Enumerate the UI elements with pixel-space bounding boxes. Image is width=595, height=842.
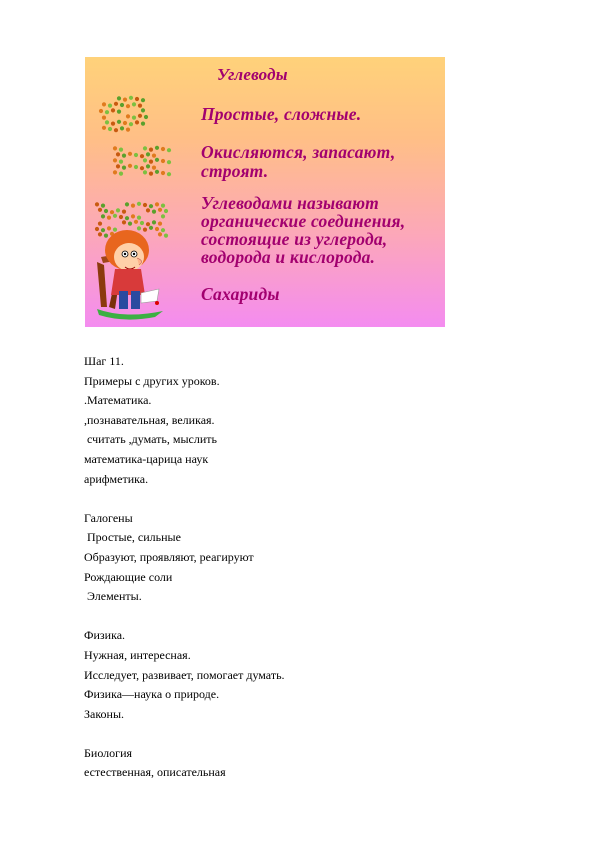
slide-image — [85, 57, 445, 327]
dot — [152, 166, 156, 170]
dot — [161, 228, 165, 232]
dot — [108, 104, 112, 108]
dot — [152, 210, 156, 214]
dot — [149, 172, 153, 176]
dot — [134, 220, 138, 224]
dot — [144, 115, 148, 119]
blank-line — [84, 724, 504, 744]
dot — [128, 152, 132, 156]
dot — [114, 102, 118, 106]
dot — [125, 216, 129, 220]
dot — [146, 222, 150, 226]
dot — [128, 164, 132, 168]
dot — [132, 116, 136, 120]
dot — [129, 96, 133, 100]
dots-cluster — [95, 96, 171, 239]
dot — [119, 172, 123, 176]
dot — [122, 210, 126, 214]
dot — [137, 226, 141, 230]
dot — [113, 158, 117, 162]
text-line: Простые, сильные — [84, 530, 181, 545]
dot — [149, 160, 153, 164]
dot — [138, 114, 142, 118]
dot — [98, 232, 102, 236]
dot — [111, 108, 115, 112]
text-line: Элементы. — [84, 589, 142, 604]
dot — [122, 166, 126, 170]
dot — [116, 164, 120, 168]
slide-line: Окисляются, запасают, — [201, 142, 396, 162]
dot — [107, 216, 111, 220]
text-line: .Математика. — [84, 393, 152, 408]
dot — [119, 148, 123, 152]
text-line: Нужная, интересная. — [84, 647, 191, 662]
dot — [146, 164, 150, 168]
document-body — [84, 352, 504, 783]
dot — [116, 152, 120, 156]
dot — [102, 126, 106, 130]
dot — [107, 226, 111, 230]
dot — [126, 114, 130, 118]
dot — [132, 102, 136, 106]
text-line: математика-царица наук — [84, 451, 209, 466]
dot — [161, 171, 165, 175]
dot — [117, 110, 121, 114]
text-line: считать ,думать, мыслить — [84, 432, 217, 447]
dot — [123, 98, 127, 102]
slide-line: строят. — [201, 161, 269, 181]
dot — [167, 148, 171, 152]
dot — [149, 204, 153, 208]
dot — [143, 203, 147, 207]
dot — [161, 214, 165, 218]
slide-line: Углеводами называют — [201, 193, 379, 213]
text-line: Биология — [84, 745, 133, 760]
dot — [101, 204, 105, 208]
dot — [135, 120, 139, 124]
dot — [164, 234, 168, 238]
dot — [158, 222, 162, 226]
slide-line: органические соединения, — [201, 211, 406, 231]
text-line: Физика—наука о природе. — [84, 687, 220, 702]
dot — [137, 202, 141, 206]
dot — [113, 228, 117, 232]
dot — [149, 226, 153, 230]
dot — [114, 128, 118, 132]
dot — [99, 109, 103, 113]
blank-line — [84, 489, 504, 509]
dot — [120, 103, 124, 107]
dot — [119, 215, 123, 219]
blank-line — [84, 607, 504, 627]
dot — [95, 202, 99, 206]
dot — [152, 220, 156, 224]
dot — [113, 146, 117, 150]
dot — [141, 98, 145, 102]
dot — [101, 228, 105, 232]
slide-line: водорода и кислорода. — [201, 247, 376, 267]
text-line: естественная, описательная — [84, 765, 226, 780]
dot — [134, 165, 138, 169]
dot — [138, 104, 142, 108]
text-line: Шаг 11. — [84, 354, 124, 368]
dot — [131, 204, 135, 208]
dot — [117, 120, 121, 124]
dot — [167, 172, 171, 176]
text-line: ,познавательная, великая. — [84, 412, 215, 427]
dot — [155, 146, 159, 150]
dot — [134, 153, 138, 157]
dot — [122, 154, 126, 158]
dot — [105, 120, 109, 124]
dot — [98, 208, 102, 212]
dot — [102, 102, 106, 106]
dot — [143, 146, 147, 150]
boy-illustration — [85, 57, 205, 327]
text-line: арифметика. — [84, 471, 149, 486]
slide-title: Углеводы — [217, 65, 288, 84]
dot — [126, 128, 130, 132]
dot — [113, 170, 117, 174]
dot — [113, 214, 117, 218]
dot — [122, 220, 126, 224]
dot — [152, 154, 156, 158]
dot — [141, 108, 145, 112]
dot — [140, 221, 144, 225]
text-line: Примеры с других уроков. — [84, 373, 220, 388]
dot — [95, 227, 99, 231]
dot — [155, 202, 159, 206]
dot — [140, 166, 144, 170]
dot — [104, 234, 108, 238]
dot — [126, 104, 130, 108]
dot — [140, 154, 144, 158]
dot — [141, 122, 145, 126]
slide-line: состоящие из углерода, — [201, 229, 388, 249]
text-line: Рождающие соли — [84, 569, 173, 584]
text-line: Исследует, развивает, помогает думать. — [84, 667, 285, 682]
text-line: Законы. — [84, 706, 125, 721]
dot — [101, 214, 105, 218]
dot — [123, 121, 127, 125]
dot — [129, 122, 133, 126]
text-line: Образуют, проявляют, реагируют — [84, 549, 254, 564]
dot — [117, 96, 121, 100]
dot — [143, 158, 147, 162]
dot — [161, 204, 165, 208]
dot — [143, 170, 147, 174]
dot — [146, 208, 150, 212]
dot — [161, 147, 165, 151]
dot — [164, 209, 168, 213]
dot — [98, 222, 102, 226]
dot — [158, 232, 162, 236]
dot — [108, 127, 112, 131]
dot — [110, 210, 114, 214]
text-line: Физика. — [84, 628, 126, 643]
dot — [155, 158, 159, 162]
dot — [149, 148, 153, 152]
dot — [119, 160, 123, 164]
dot — [158, 208, 162, 212]
dot — [155, 227, 159, 231]
dot — [116, 208, 120, 212]
dot — [120, 126, 124, 130]
dot — [104, 209, 108, 213]
dot — [143, 228, 147, 232]
dot — [111, 122, 115, 126]
dot — [161, 159, 165, 163]
dot — [135, 97, 139, 101]
slide-line: Сахариды — [201, 284, 280, 304]
dot — [167, 160, 171, 164]
dot — [137, 216, 141, 220]
dot — [105, 110, 109, 114]
dot — [125, 202, 129, 206]
slide-line: Простые, сложные. — [201, 104, 362, 124]
dot — [155, 170, 159, 174]
dot — [128, 222, 132, 226]
dot — [131, 214, 135, 218]
dot — [102, 116, 106, 120]
dot — [146, 152, 150, 156]
text-line: Галогены — [84, 510, 133, 525]
